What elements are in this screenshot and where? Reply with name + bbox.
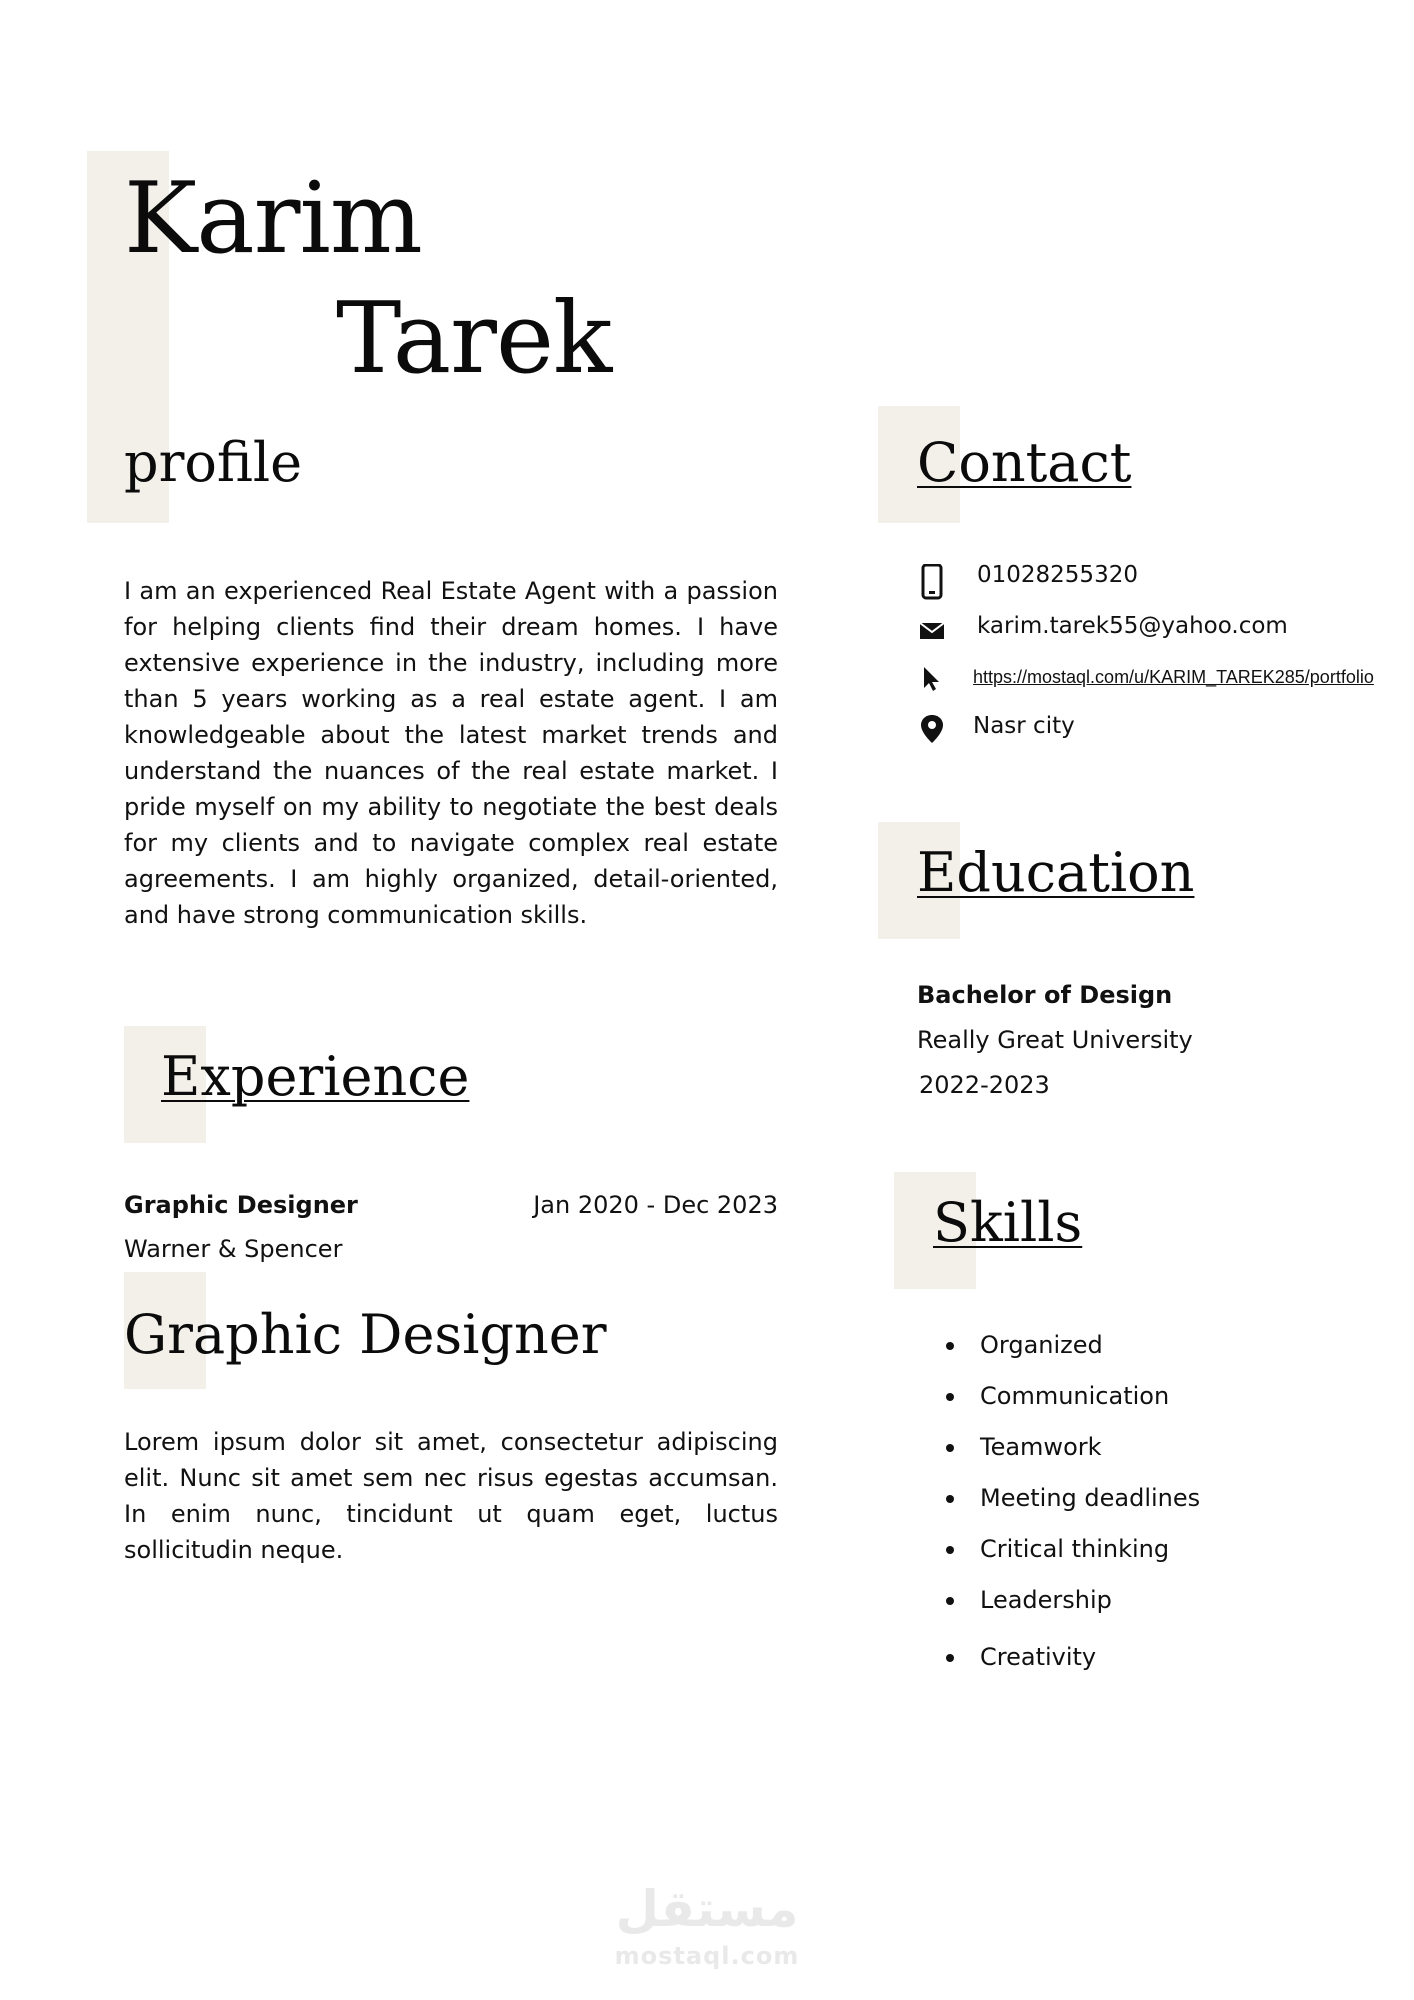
education-years: 2022-2023 (919, 1071, 1050, 1099)
contact-location: Nasr city (973, 713, 1075, 739)
watermark-arabic: مستقل (615, 1880, 799, 1938)
skill-item: Creativity (946, 1632, 1200, 1683)
cursor-icon (917, 664, 947, 694)
experience-dates: Jan 2020 - Dec 2023 (533, 1191, 778, 1219)
experience-role-heading: Graphic Designer (124, 1303, 607, 1366)
education-school: Really Great University (917, 1026, 1193, 1054)
skills-list (946, 1320, 1200, 1683)
skill-item: Communication (946, 1371, 1200, 1422)
experience-description: Lorem ipsum dolor sit amet, consectetur adipiscing elit. Nunc sit amet sem nec risus egestas accumsan. In enim nunc, tincidunt ut quam eget, luctus sollicitudin neque. (124, 1428, 778, 1564)
skill-item: Meeting deadlines (946, 1473, 1200, 1524)
contact-title: Contact (917, 431, 1132, 494)
skill-item: Critical thinking (946, 1524, 1200, 1575)
first-name: Karim (124, 162, 422, 276)
profile-title: profile (124, 431, 303, 494)
phone-icon (917, 564, 947, 594)
experience-company: Warner & Spencer (124, 1235, 343, 1263)
experience-job-title: Graphic Designer (124, 1191, 358, 1219)
last-name: Tarek (336, 282, 612, 396)
profile-text: I am an experienced Real Estate Agent with a passion for helping clients find their dream homes. I have extensive experience in the industry, including more than 5 years working as a real estate agent. I am knowledgeable about the latest market trends and understand the nuances of the real estate market. I pride myself on my ability to negotiate the best deals for my clients and to navigate complex real estate agreements. I am highly organized, detail-oriented, and have strong communication skills. (124, 577, 778, 929)
education-title: Education (917, 841, 1195, 904)
skills-title: Skills (933, 1191, 1083, 1254)
experience-title: Experience (161, 1045, 470, 1108)
skill-item: Leadership (946, 1575, 1200, 1626)
watermark-latin: mostaql.com (614, 1942, 800, 1970)
skill-item: Teamwork (946, 1422, 1200, 1473)
skill-item: Organized (946, 1320, 1200, 1371)
location-pin-icon (917, 713, 947, 743)
contact-phone: 01028255320 (977, 562, 1138, 588)
education-degree: Bachelor of Design (917, 981, 1173, 1009)
contact-website-link[interactable]: https://mostaql.com/u/KARIM_TAREK285/portfolio (973, 667, 1374, 687)
mail-icon (917, 620, 947, 650)
contact-email[interactable]: karim.tarek55@yahoo.com (977, 613, 1288, 639)
